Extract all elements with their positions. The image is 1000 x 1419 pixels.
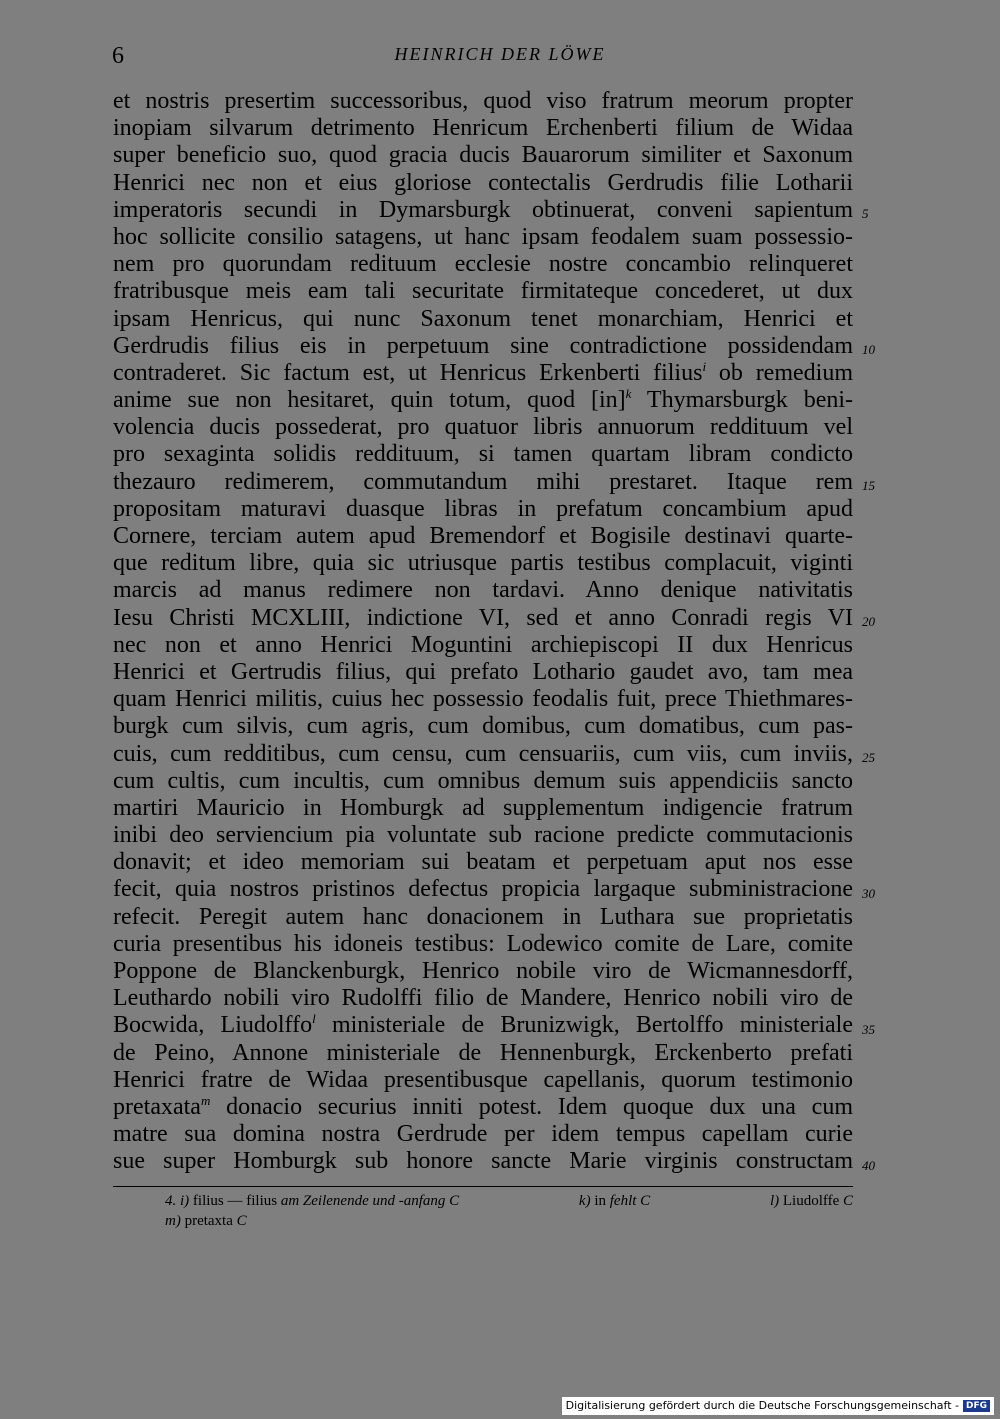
- line-number-40: 40: [862, 1158, 875, 1173]
- text-line: Poppone de Blanckenburgk, Henrico nobile viro de Wicmannesdorff,: [113, 958, 853, 984]
- line-number-30: 30: [862, 886, 875, 901]
- text-segment: pretaxata: [113, 1093, 201, 1120]
- text-line: Henrici et Gertrudis filius, qui prefato Lothario gaudet avo, tam mea: [113, 658, 853, 685]
- text-segment: anime sue non hesitaret, quin totum, quod [in]: [113, 387, 626, 414]
- text-line: Leuthardo nobili viro Rudolffi filio de Mandere, Henrico nobili viro de: [113, 985, 853, 1012]
- text-segment: Bocwida, Liudolffo: [113, 1012, 313, 1039]
- text-line: martiri Mauricio in Homburgk ad supplementum indigencie fratrum: [113, 794, 853, 821]
- text-line: nem pro quorundam redituum ecclesie nostre concambio relinqueret: [113, 251, 853, 278]
- line-number-25: 25: [862, 750, 875, 765]
- main-text: [113, 88, 853, 1176]
- text-line: imperatoris secundi in Dymarsburgk obtinuerat, conveni sapientum: [113, 196, 853, 223]
- text-segment: Thymarsburgk beni-: [646, 387, 854, 414]
- text-line: pro sexaginta solidis reddituum, si tamen quartam libram condicto: [113, 441, 853, 468]
- text-line: ipsam Henricus, qui nunc Saxonum tenet monarchiam, Henrici et: [113, 305, 853, 332]
- text-line: refecit. Peregit autem hanc donacionem in Luthara sue proprietatis: [113, 903, 853, 930]
- line-number-35: 35: [862, 1022, 875, 1037]
- funding-text: Digitalisierung gefördert durch die Deutsche Forschungsgemeinschaft -: [565, 1399, 959, 1412]
- footnote-comment: C: [236, 1213, 247, 1229]
- text-line: cum cultis, cum incultis, cum omnibus demum suis appendiciis sancto: [113, 767, 853, 794]
- footnote-comment: C: [842, 1193, 853, 1209]
- line-number-5: 5: [862, 206, 869, 221]
- funding-note: [562, 1397, 994, 1415]
- footnote-marker: l: [312, 1011, 316, 1027]
- line-number-10: 10: [862, 342, 875, 357]
- text-segment: contraderet. Sic factum est, ut Henricus Erkenberti filius: [113, 359, 703, 386]
- footnote-mark: i): [180, 1193, 190, 1209]
- text-line: nec non et anno Henrici Moguntini archiepiscopi II dux Henricus: [113, 631, 853, 658]
- text-line: de Peino, Annone ministeriale de Hennenburgk, Erckenberto prefati: [113, 1039, 853, 1066]
- text-line: fratribusque meis eam tali securitate firmitateque concederet, ut dux: [113, 278, 853, 305]
- line-number-15: 15: [862, 478, 875, 493]
- text-line: [113, 360, 853, 387]
- footnote-text: in: [594, 1193, 606, 1209]
- text-line: super beneficio suo, quod gracia ducis Bauarorum similiter et Saxonum: [113, 142, 853, 169]
- footnote-divider: [113, 1186, 853, 1187]
- text-line: Gerdrudis filius eis in perpetuum sine contradictione possidendam: [113, 332, 853, 359]
- footnote-line-ref: 4.: [165, 1193, 177, 1209]
- footnote-text: pretaxta: [184, 1213, 233, 1229]
- text-line: curia presentibus his idoneis testibus: Lodewico comite de Lare, comite: [113, 930, 853, 957]
- text-line: que reditum libre, quia sic utriusque partis testibus complacuit, viginti: [113, 550, 853, 577]
- text-segment: donacio securius inniti potest. Idem quoque dux una cum: [226, 1093, 853, 1120]
- text-line: et nostris presertim successoribus, quod viso fratrum meorum propter: [113, 88, 853, 114]
- dfg-logo: DFG: [963, 1400, 990, 1412]
- text-line: marcis ad manus redimere non tardavi. Anno denique nativitatis: [113, 577, 853, 604]
- text-line: Iesu Christi MCXLIII, indictione VI, sed et anno Conradi regis VI: [113, 604, 853, 631]
- footnote-row: [165, 1191, 853, 1211]
- text-line: thezauro redimerem, commutandum mihi prestaret. Itaque rem: [113, 468, 853, 495]
- footnote-mark: m): [165, 1213, 181, 1229]
- footnote-text: filius — filius: [192, 1193, 278, 1209]
- text-line: volencia ducis possederat, pro quatuor libris annuorum reddituum vel: [113, 414, 853, 441]
- text-line: donavit; et ideo memoriam sui beatam et perpetuam aput nos esse: [113, 849, 853, 876]
- footnote-comment: fehlt C: [609, 1193, 651, 1209]
- running-title: HEINRICH DER LÖWE: [394, 44, 606, 64]
- footnote-comment: am Zeilenende und -anfang C: [280, 1193, 460, 1209]
- text-line: [113, 1012, 853, 1039]
- footnote-mark: k): [578, 1193, 591, 1209]
- text-line: Henrici nec non et eius gloriose contectalis Gerdrudis filie Lotharii: [113, 169, 853, 196]
- text-segment: ministeriale de Brunizwigk, Bertolffo ministeriale: [331, 1012, 853, 1039]
- text-line: inibi deo serviencium pia voluntate sub racione predicte commutacionis: [113, 822, 853, 849]
- footnote-i: [165, 1191, 459, 1211]
- text-line: sue super Homburgk sub honore sancte Marie virginis constructam: [113, 1148, 853, 1175]
- footnote-row: [165, 1211, 853, 1231]
- text-line: [113, 387, 853, 414]
- page-number: 6: [112, 43, 124, 69]
- footnotes: [165, 1191, 853, 1231]
- footnote-marker: k: [625, 386, 632, 402]
- footnote-mark: l): [769, 1193, 780, 1209]
- text-line: [113, 1094, 853, 1121]
- footnote-m: [165, 1211, 247, 1231]
- text-line: cuis, cum redditibus, cum censu, cum censuariis, cum viis, cum inviis,: [113, 740, 853, 767]
- text-line: quam Henrici militis, cuius hec possessio feodalis fuit, prece Thiethmares-: [113, 686, 853, 713]
- line-number-20: 20: [862, 614, 875, 629]
- text-line: fecit, quia nostros pristinos defectus propicia largaque subministracione: [113, 876, 853, 903]
- text-line: propositam maturavi duasque libras in prefatum concambium apud: [113, 495, 853, 522]
- footnote-text: Liudolffe: [782, 1193, 840, 1209]
- text-line: inopiam silvarum detrimento Henricum Erchenberti filium de Widaa: [113, 115, 853, 142]
- text-line: burgk cum silvis, cum agris, cum domibus, cum domatibus, cum pas-: [113, 713, 853, 740]
- text-line: matre sua domina nostra Gerdrude per idem tempus capellam curie: [113, 1121, 853, 1148]
- text-line: Cornere, terciam autem apud Bremendorf et Bogisile destinavi quarte-: [113, 523, 853, 549]
- footnote-l: [770, 1191, 853, 1211]
- text-segment: ob remedium: [718, 359, 853, 386]
- footnote-marker: m: [200, 1092, 211, 1108]
- footnote-k: [579, 1191, 650, 1211]
- footnote-marker: i: [702, 358, 707, 374]
- text-line: hoc sollicite consilio satagens, ut hanc ipsam feodalem suam possessio-: [113, 223, 853, 250]
- text-line: Henrici fratre de Widaa presentibusque capellanis, quorum testimonio: [113, 1066, 853, 1093]
